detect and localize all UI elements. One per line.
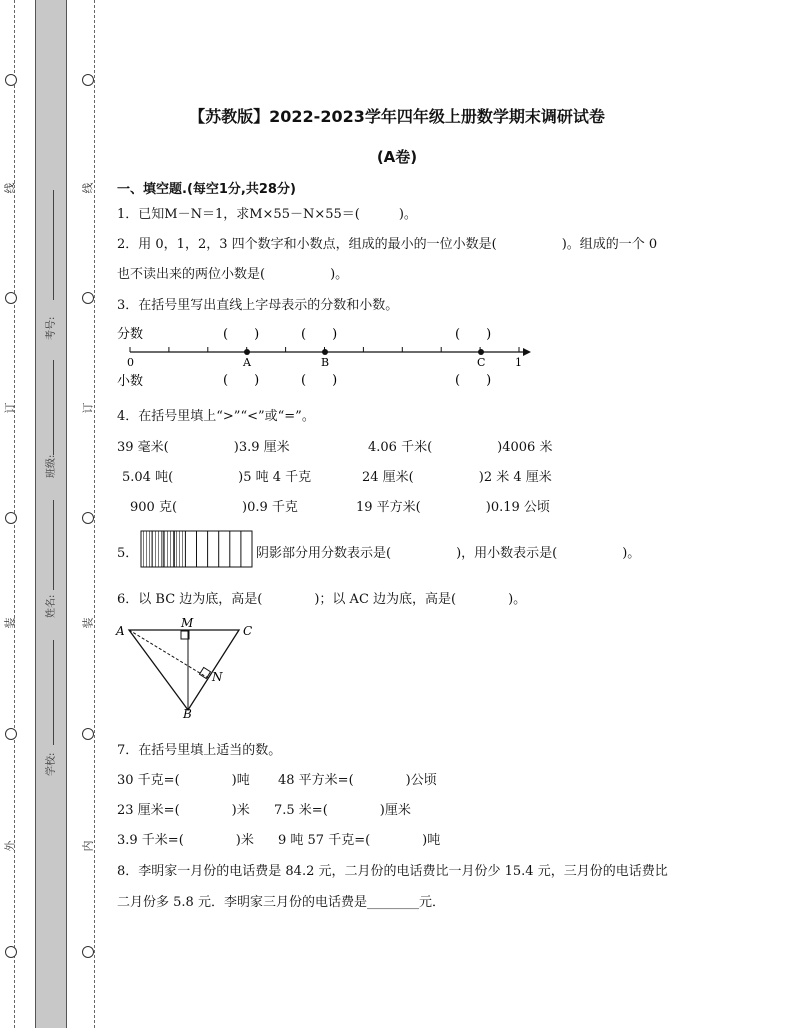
punch-hole — [5, 512, 17, 524]
margin-char: 内 — [81, 840, 95, 852]
point-m: M — [181, 616, 194, 630]
number-line-figure — [115, 322, 545, 394]
section-heading: 一、填空题.(每空1分,共28分) — [117, 182, 296, 197]
margin-char: 订 — [81, 402, 95, 414]
axis-arrow — [523, 348, 531, 356]
punch-hole — [5, 728, 17, 740]
label-a: A — [243, 356, 251, 369]
question-7: 7．在括号里填上适当的数。 — [117, 743, 282, 758]
name-label: 姓名: — [46, 594, 57, 618]
fraction-row-label: 分数 — [117, 327, 144, 342]
point-n: N — [212, 670, 223, 684]
exam-number-field[interactable] — [53, 190, 54, 300]
margin-char: 线 — [81, 182, 95, 194]
question-6: 6．以 BC 边为底，高是( )；以 AC 边为底，高是( )。 — [117, 592, 527, 607]
vertex-b: B — [183, 707, 192, 721]
label-one: 1 — [515, 356, 522, 369]
question-5-text: 阴影部分用分数表示是( )，用小数表示是( )。 — [256, 546, 641, 561]
page-subtitle: (A卷) — [376, 148, 418, 166]
exam-number-label: 考号: — [46, 316, 57, 340]
class-field[interactable] — [53, 360, 54, 455]
punch-hole — [82, 946, 94, 958]
label-zero: 0 — [127, 356, 134, 369]
compare-item: 24 厘米( )2 米 4 厘米 — [362, 470, 552, 485]
convert-item: 48 平方米=( )公顷 — [278, 773, 437, 788]
compare-item: 19 平方米( )0.19 公顷 — [356, 500, 550, 515]
page-title: 【苏教版】2022-2023学年四年级上册数学期末调研试卷 — [189, 107, 605, 126]
question-8: 8．李明家一月份的电话费是 84.2 元，二月份的电话费比一月份少 15.4 元，三月份的电话费比 — [117, 864, 668, 879]
blank-b-fraction[interactable]: ( ) — [301, 327, 338, 342]
convert-item: 23 厘米=( )米 — [117, 803, 250, 818]
blank-c-fraction[interactable]: ( ) — [455, 327, 492, 342]
convert-item: 7.5 米=( )厘米 — [274, 803, 411, 818]
compare-item: 900 克( )0.9 千克 — [130, 500, 298, 515]
compare-item: 4.06 千米( )4006 米 — [368, 440, 553, 455]
name-field[interactable] — [53, 500, 54, 590]
margin-char: 订 — [3, 402, 17, 414]
question-5-number: 5． — [117, 546, 139, 561]
question-2: 2．用 0，1，2，3 四个数字和小数点，组成的最小的一位小数是( )。组成的一个 0 — [117, 237, 658, 252]
triangle-figure — [112, 612, 262, 722]
convert-item: 3.9 千米=( )米 — [117, 833, 254, 848]
class-label: 班级: — [46, 454, 57, 478]
point-a — [244, 349, 250, 355]
triangle-abc — [129, 630, 239, 710]
question-4: 4．在括号里填上“>”“<”或“=”。 — [117, 409, 315, 424]
compare-item: 39 毫米( )3.9 厘米 — [117, 440, 290, 455]
margin-char: 外 — [3, 840, 17, 852]
punch-hole — [82, 512, 94, 524]
margin-char: 装 — [81, 617, 95, 629]
punch-hole — [5, 74, 17, 86]
convert-item: 30 千克=( )吨 — [117, 773, 250, 788]
question-8-cont: 二月份多 5.8 元．李明家三月份的电话费是________元． — [117, 895, 445, 910]
blank-c-decimal[interactable]: ( ) — [455, 373, 492, 388]
label-c: C — [477, 356, 486, 369]
blank-a-decimal[interactable]: ( ) — [223, 373, 260, 388]
question-3: 3．在括号里写出直线上字母表示的分数和小数。 — [117, 298, 399, 313]
punch-hole — [5, 946, 17, 958]
question-1: 1．已知M－N＝1，求M×55－N×55＝( )。 — [117, 207, 417, 222]
margin-char: 线 — [3, 182, 17, 194]
punch-hole — [5, 292, 17, 304]
blank-a-fraction[interactable]: ( ) — [223, 327, 260, 342]
question-2-cont: 也不读出来的两位小数是( )。 — [117, 267, 349, 282]
label-b: B — [321, 356, 330, 369]
blank-b-decimal[interactable]: ( ) — [301, 373, 338, 388]
school-label: 学校: — [46, 752, 57, 776]
height-an — [129, 630, 208, 678]
compare-item: 5.04 吨( )5 吨 4 千克 — [122, 470, 312, 485]
vertex-c: C — [243, 624, 253, 638]
punch-hole — [82, 292, 94, 304]
convert-item: 9 吨 57 千克=( )吨 — [278, 833, 441, 848]
vertex-a: A — [116, 624, 125, 638]
point-c — [478, 349, 484, 355]
school-field[interactable] — [53, 640, 54, 745]
punch-hole — [82, 74, 94, 86]
point-b — [322, 349, 328, 355]
margin-char: 装 — [3, 617, 17, 629]
punch-hole — [82, 728, 94, 740]
decimal-row-label: 小数 — [117, 374, 144, 389]
fraction-bar-figure — [140, 530, 254, 568]
